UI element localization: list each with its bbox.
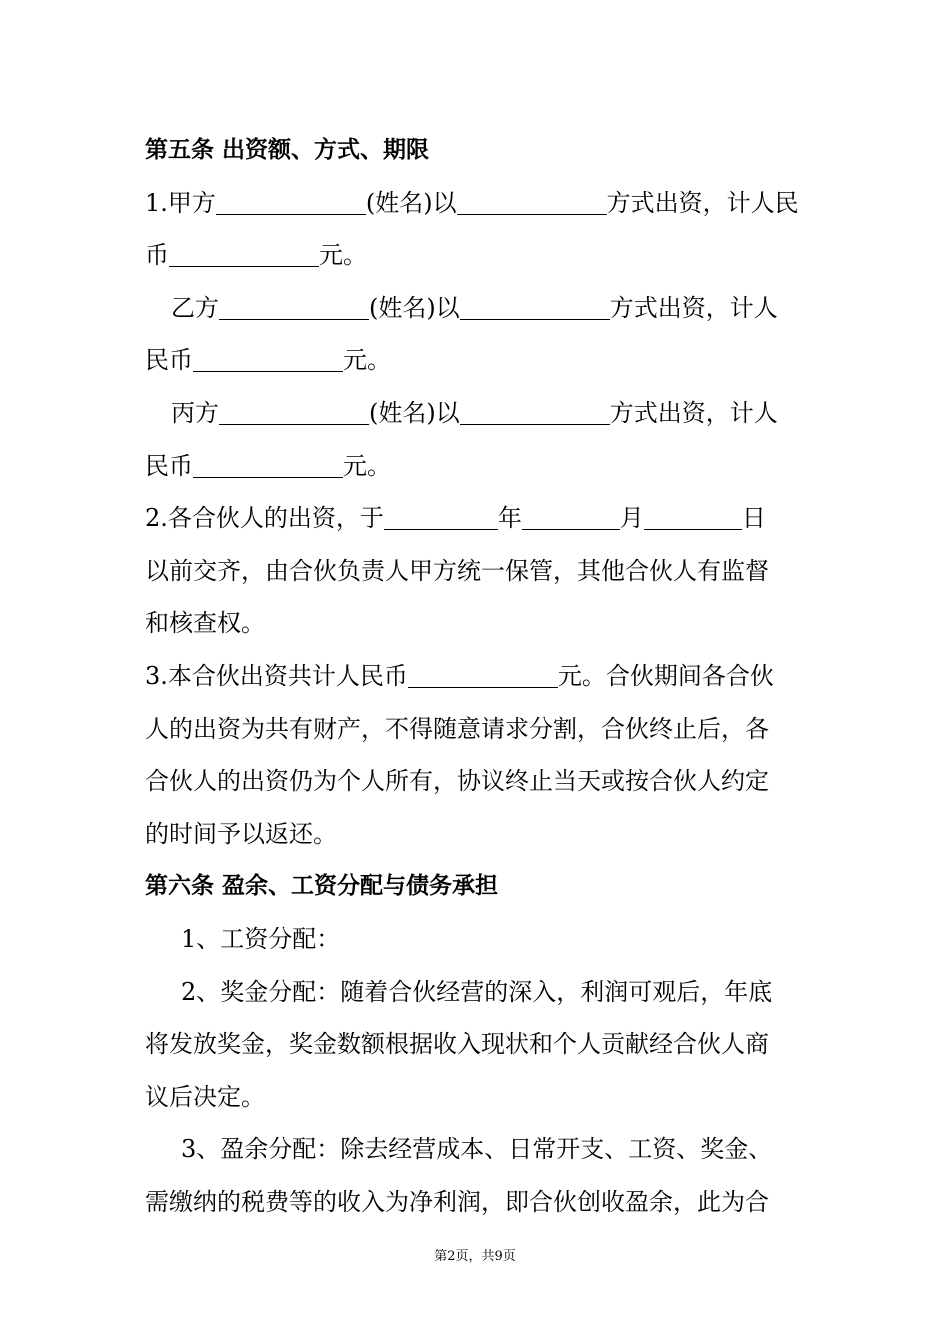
article-5-para-4-line-1: 2.各合伙人的出资，于 年 月 日	[145, 492, 807, 545]
page-number-footer: 第2页，共9页	[434, 1249, 516, 1264]
article-6-item-1: 1、工资分配：	[181, 924, 341, 953]
article-6-item-2-line-1: 2、奖金分配：随着合伙经营的深入，利润可观后，年底	[181, 977, 773, 1006]
article-5-para-5-line-1: 3.本合伙出资共计人民币 元。合伙期间各合伙	[145, 650, 807, 703]
article-5-para-2-line-2: 民币 元。	[145, 334, 807, 387]
article-6-item-3-line-2: 需缴纳的税费等的收入为净利润，即合伙创收盈余，此为合	[145, 1187, 769, 1216]
blank-field	[460, 394, 610, 425]
article-6-item-3-line-1: 3、盈余分配：除去经营成本、日常开支、工资、奖金、	[181, 1135, 773, 1164]
blank-field	[219, 394, 369, 425]
article-6-title: 第六条 盈余、工资分配与债务承担	[145, 873, 499, 900]
blank-field	[460, 289, 610, 320]
blank-field	[169, 236, 319, 267]
article-6-item-2-line-2: 将发放奖金，奖金数额根据收入现状和个人贡献经合伙人商	[145, 1030, 769, 1059]
blank-field	[193, 447, 343, 478]
article-5-para-4-line-2: 以前交齐，由合伙负责人甲方统一保管，其他合伙人有监督	[145, 556, 769, 585]
article-5-para-3-line-1: 丙方 (姓名)以 方式出资，计人	[145, 387, 807, 440]
article-5-para-3-line-2: 民币 元。	[145, 440, 807, 493]
article-6-item-2-line-3: 议后决定。	[145, 1082, 265, 1111]
blank-field	[408, 657, 558, 688]
blank-field	[384, 499, 498, 530]
article-5-para-4-line-3: 和核查权。	[145, 609, 265, 638]
article-5-title: 第五条 出资额、方式、期限	[145, 137, 430, 163]
blank-field	[457, 184, 607, 215]
article-5-para-1-line-1: 1.甲方 (姓名)以 方式出资，计人民	[145, 177, 807, 230]
blank-field	[644, 499, 742, 530]
page-content	[145, 124, 807, 1228]
article-5-para-5-line-3: 合伙人的出资仍为个人所有，协议终止当天或按合伙人约定	[145, 767, 769, 796]
article-5-para-5-line-4: 的时间予以返还。	[145, 819, 337, 848]
blank-field	[219, 289, 369, 320]
article-5-para-2-line-1: 乙方 (姓名)以 方式出资，计人	[145, 282, 807, 335]
blank-field	[193, 341, 343, 372]
article-5-para-5-line-2: 人的出资为共有财产，不得随意请求分割，合伙终止后，各	[145, 714, 769, 743]
blank-field	[522, 499, 620, 530]
blank-field	[216, 184, 366, 215]
article-5-para-1-line-2: 币 元。	[145, 229, 807, 282]
